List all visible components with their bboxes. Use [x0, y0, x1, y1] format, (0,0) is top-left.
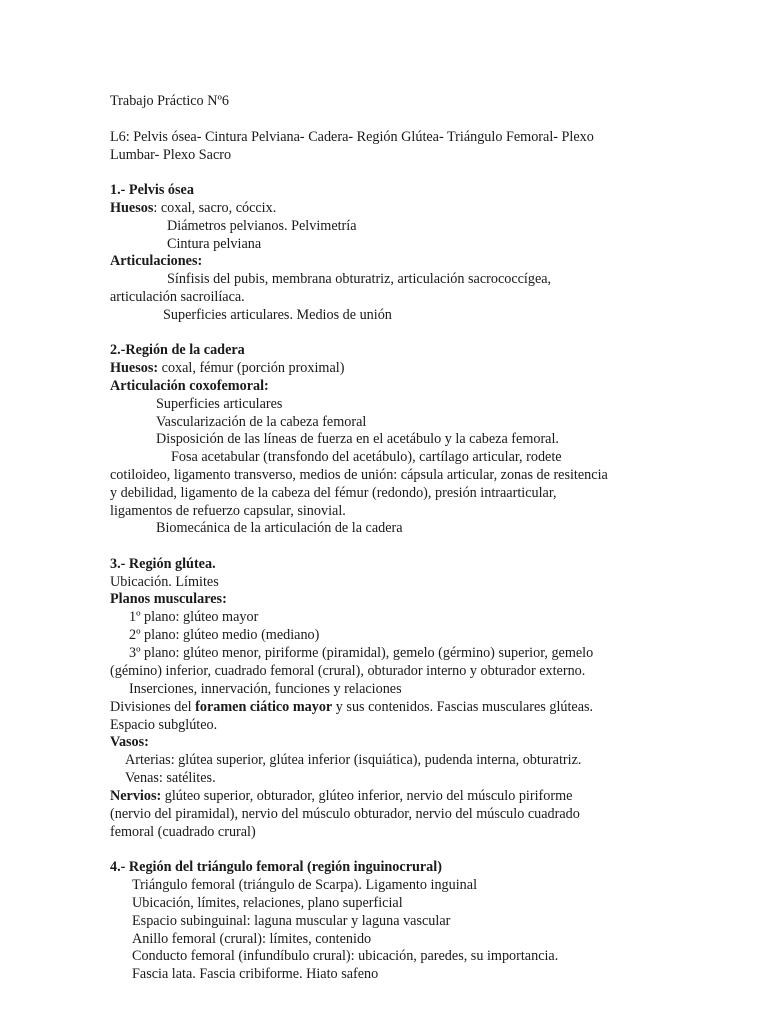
section-3-divisiones: Divisiones del foramen ciático mayor y sus contenidos. Fascias musculares glúteas. [110, 699, 594, 715]
section-3-nervios: Nervios: glúteo superior, obturador, glúteo inferior, nervio del músculo piriforme [110, 788, 573, 804]
section-3-heading: 3.- Región glútea. [110, 556, 216, 572]
section-3-line: Ubicación. Límites [110, 574, 219, 590]
section-4-line: Ubicación, límites, relaciones, plano superficial [132, 895, 403, 911]
section-4-line: Anillo femoral (crural): límites, contenido [132, 931, 372, 947]
section-2-line: cotiloideo, ligamento transverso, medios de unión: cápsula articular, zonas de resitencia [110, 467, 608, 483]
section-1-line: Cintura pelviana [167, 236, 262, 252]
section-3-nervios-line: femoral (cuadrado crural) [110, 824, 256, 840]
section-3-line: Espacio subglúteo. [110, 717, 218, 733]
section-4-line: Triángulo femoral (triángulo de Scarpa). Ligamento inguinal [132, 877, 478, 893]
section-4-heading: 4.- Región del triángulo femoral (región inguinocrural) [110, 859, 442, 875]
document-title: Trabajo Práctico Nº6 [110, 93, 229, 109]
section-2-line: ligamentos de refuerzo capsular, sinovial. [110, 503, 346, 519]
section-2-heading: 2.-Región de la cadera [110, 342, 245, 358]
section-2-line: Disposición de las líneas de fuerza en el acetábulo y la cabeza femoral. [156, 431, 559, 447]
section-2-line: Biomecánica de la articulación de la cadera [156, 520, 403, 536]
section-1-line: Superficies articulares. Medios de unión [163, 307, 392, 323]
subtitle-line-2: Lumbar- Plexo Sacro [110, 147, 232, 163]
section-1-articulaciones-label: Articulaciones: [110, 253, 203, 269]
section-2-line: Vascularización de la cabeza femoral [156, 414, 367, 430]
section-1-line: articulación sacroilíaca. [110, 289, 245, 305]
section-4-line: Conducto femoral (infundíbulo crural): ubicación, paredes, su importancia. [132, 948, 559, 964]
section-4-line: Espacio subinguinal: laguna muscular y laguna vascular [132, 913, 451, 929]
section-2-line: Fosa acetabular (transfondo del acetábulo), cartílago articular, rodete [171, 449, 562, 465]
section-3-planos-label: Planos musculares: [110, 591, 227, 607]
section-2-huesos: Huesos: coxal, fémur (porción proximal) [110, 360, 345, 376]
section-3-vasos-line: Arterias: glútea superior, glútea inferior (isquiática), pudenda interna, obturatriz. [125, 752, 582, 768]
section-1-line: Sínfisis del pubis, membrana obturatriz, articulación sacrococcígea, [167, 271, 552, 287]
section-3-plano: 2º plano: glúteo medio (mediano) [129, 627, 320, 643]
section-2-line: y debilidad, ligamento de la cabeza del fémur (redondo), presión intraarticular, [110, 485, 557, 501]
section-2-line: Superficies articulares [156, 396, 283, 412]
section-3-plano: 3º plano: glúteo menor, piriforme (piramidal), gemelo (gérmino) superior, gemelo [129, 645, 594, 661]
section-3-line: Inserciones, innervación, funciones y relaciones [129, 681, 402, 697]
section-1-heading: 1.- Pelvis ósea [110, 182, 194, 198]
section-1-huesos: Huesos: coxal, sacro, cóccix. [110, 200, 277, 216]
subtitle-line-1: L6: Pelvis ósea- Cintura Pelviana- Cadera- Región Glútea- Triángulo Femoral- Plexo [110, 129, 594, 145]
section-3-plano: 1º plano: glúteo mayor [129, 609, 259, 625]
section-3-nervios-line: (nervio del piramidal), nervio del músculo obturador, nervio del músculo cuadrado [110, 806, 580, 822]
section-3-vasos-label: Vasos: [110, 734, 149, 750]
section-1-line: Diámetros pelvianos. Pelvimetría [167, 218, 357, 234]
section-4-line: Fascia lata. Fascia cribiforme. Hiato safeno [132, 966, 379, 982]
section-2-articulacion-label: Articulación coxofemoral: [110, 378, 269, 394]
section-3-vasos-line: Venas: satélites. [125, 770, 216, 786]
section-3-plano: (gémino) inferior, cuadrado femoral (crural), obturador interno y obturador externo. [110, 663, 586, 679]
